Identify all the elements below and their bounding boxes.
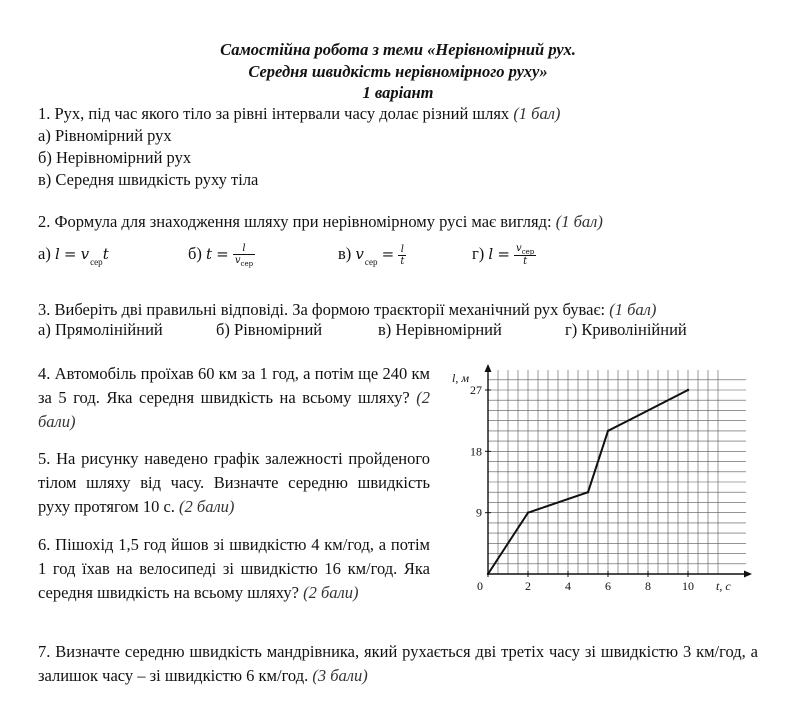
title-line-1: Самостійна робота з теми «Нерівномірний рух. — [220, 40, 576, 59]
q2-c-eq: = — [381, 245, 395, 263]
question-6-text: 6. Пішохід 1,5 год йшов зі швидкістю 4 км/год, а потім 1 год їхав на велосипеді зі швидкістю 16 км/год. Яка середня швидкість на всьому шляху? — [38, 535, 430, 602]
q2-a-label: а) — [38, 244, 51, 263]
q2-d-numerator — [514, 243, 536, 256]
q1-option-b: б) Нерівномірний рух — [38, 148, 192, 167]
q2-a-v: v — [80, 245, 90, 263]
series-point — [587, 491, 589, 493]
q2-d-l: l — [488, 245, 494, 263]
q2-c-fraction — [398, 244, 406, 267]
q2-c-v: v — [355, 245, 364, 263]
q2-b-den-sub: сер — [240, 260, 254, 269]
question-7-points: (3 бали) — [312, 666, 368, 685]
q2-option-a — [38, 243, 109, 267]
q2-b-denominator — [233, 255, 255, 267]
q2-d-num-v: v — [516, 243, 522, 255]
q2-a-v-sub: сер — [90, 257, 103, 267]
x-tick-label: 10 — [682, 579, 694, 593]
x-tick-label: 6 — [605, 579, 611, 593]
series-point — [527, 511, 529, 513]
question-3 — [38, 299, 656, 321]
question-4-text: 4. Автомобіль проїхав 60 км за 1 год, а потім ще 240 км за 5 год. Яка середня швидкість на всьому шляху? — [38, 364, 430, 407]
x-tick-label: 2 — [525, 579, 531, 593]
q3-option-c: в) Нерівномірний — [378, 320, 502, 339]
q3-option-b: б) Рівномірний — [216, 320, 323, 339]
q2-option-b — [188, 243, 255, 267]
q2-c-v-sub: сер — [364, 257, 378, 267]
q2-d-label: г) — [472, 244, 485, 263]
q2-a-t: t — [102, 245, 109, 263]
question-2-text: 2. Формула для знаходження шляху при нерівномірному русі має вигляд: — [38, 212, 552, 231]
question-6 — [38, 533, 430, 605]
y-tick-label: 27 — [470, 383, 482, 397]
question-1 — [38, 103, 560, 125]
x-axis-arrow — [744, 571, 752, 578]
series-point — [487, 573, 489, 575]
title-line-2: Середня швидкість нерівномірного руху» — [248, 62, 548, 81]
q2-a-eq: = — [63, 245, 77, 263]
q2-d-fraction — [514, 243, 536, 267]
question-6-points: (2 бали) — [303, 583, 359, 602]
series-point — [607, 430, 609, 432]
q1-option-c: в) Середня швидкість руху тіла — [38, 170, 259, 189]
q2-c-denominator: t — [400, 255, 405, 267]
question-2-points: (1 бал) — [555, 212, 603, 231]
series-point — [687, 389, 689, 391]
y-axis-label: l, м — [452, 371, 469, 385]
question-4-points: (2 бали) — [38, 388, 430, 431]
q2-b-label: б) — [188, 244, 202, 263]
question-3-points: (1 бал) — [609, 300, 657, 319]
question-5-points: (2 бали) — [179, 497, 235, 516]
q2-b-fraction — [233, 243, 255, 267]
q2-d-eq: = — [497, 245, 510, 263]
q2-option-c — [338, 243, 406, 267]
y-axis-arrow — [485, 364, 492, 372]
q2-a-l: l — [54, 245, 60, 263]
question-5 — [38, 447, 430, 519]
x-tick-label: 0 — [477, 579, 483, 593]
question-2 — [38, 211, 603, 233]
question-1-text: 1. Рух, під час якого тіло за рівні інтервали часу долає різний шлях — [38, 104, 510, 123]
q2-b-t: t — [206, 245, 213, 263]
x-tick-label: 4 — [565, 579, 571, 593]
q2-d-denominator: t — [523, 256, 528, 268]
question-3-text: 3. Виберіть дві правильні відповіді. За формою траєкторії механічний рух буває: — [38, 300, 606, 319]
question-5-text: 5. На рисунку наведено графік залежності пройденого тілом шляху від часу. Визначте середню швидкість руху протягом 10 с. — [38, 449, 430, 516]
q2-c-label: в) — [338, 244, 352, 263]
question-1-points: (1 бал) — [513, 104, 561, 123]
q2-c-numerator: l — [398, 244, 406, 256]
q2-option-d — [472, 243, 536, 267]
q2-b-eq: = — [216, 245, 229, 263]
y-tick-label: 9 — [476, 505, 482, 520]
q2-d-num-sub: сер — [521, 248, 535, 257]
x-tick-label: 8 — [645, 579, 651, 593]
question-4 — [38, 362, 430, 434]
q2-b-numerator: l — [233, 243, 255, 255]
x-axis-label: t, с — [716, 579, 731, 593]
q1-option-a: а) Рівномірний рух — [38, 126, 172, 145]
y-tick-label: 18 — [470, 444, 482, 459]
distance-time-chart — [438, 360, 758, 600]
q3-option-d: г) Криволінійний — [565, 320, 687, 339]
question-7-text: 7. Визначте середню швидкість мандрівника, який рухається дві третіх часу зі швидкістю 3 км/год, а залишок часу – зі швидкістю 6 км/год. — [38, 642, 758, 685]
q2-b-den-v: v — [234, 255, 241, 267]
question-7 — [38, 640, 758, 688]
variant-label: 1 варіант — [362, 83, 434, 102]
q3-option-a: а) Прямолінійний — [38, 320, 163, 339]
